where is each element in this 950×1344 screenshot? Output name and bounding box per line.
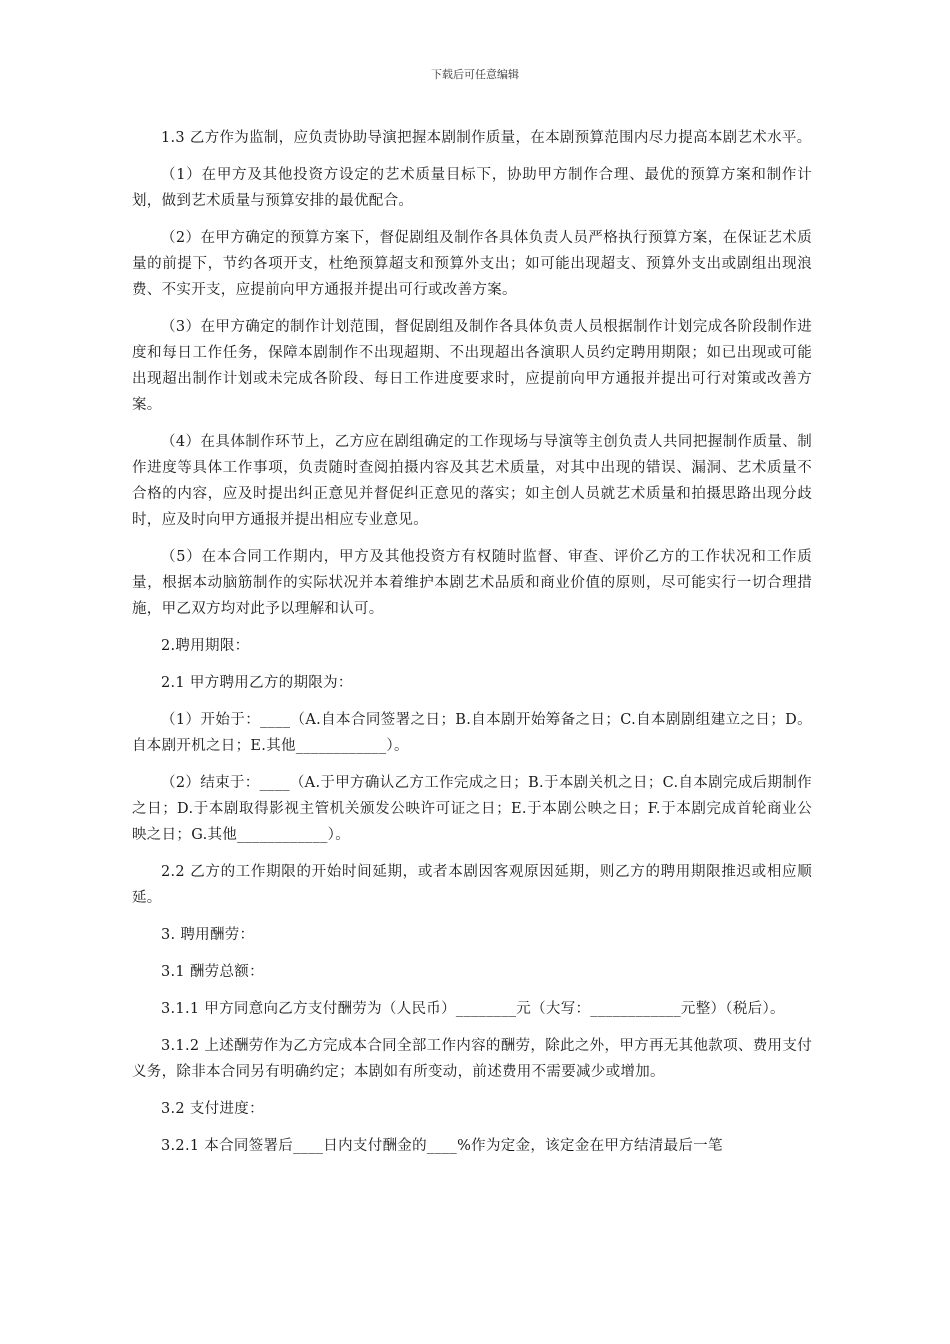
paragraph-2-1-end: （2）结束于：____（A.于甲方确认乙方工作完成之日；B.于本剧关机之日；C.自本剧完成后期制作之日；D.于本剧取得影视主管机关颁发公映许可证之日；E.于本剧公映之日；F.于本剧完成首轮商业公映之日；G.其他____________）。 — [132, 775, 812, 843]
page-header: 下载后可任意编辑 — [431, 68, 519, 81]
paragraph-item-1: （1）在甲方及其他投资方设定的艺术质量目标下，协助甲方制作合理、最优的预算方案和制作计划，做到艺术质量与预算安排的最优配合。 — [132, 167, 812, 209]
paragraph-2-2: 2.2 乙方的工作期限的开始时间延期，或者本剧因客观原因延期，则乙方的聘用期限推迟或相应顺延。 — [132, 864, 812, 906]
section-heading-2: 2.聘用期限： — [161, 638, 250, 654]
paragraph-2-1-start: （1）开始于：____（A.自本合同签署之日；B.自本剧开始筹备之日；C.自本剧剧组建立之日；D。自本剧开机之日；E.其他____________）。 — [132, 712, 812, 754]
paragraph-3-1-1: 3.1.1 甲方同意向乙方支付酬劳为（人民币）________元（大写：____________元整）（税后）。 — [161, 1001, 785, 1017]
paragraph-item-5: （5）在本合同工作期内，甲方及其他投资方有权随时监督、审查、评价乙方的工作状况和工作质量，根据本动脑筋制作的实际状况并本着维护本剧艺术品质和商业价值的原则，尽可能实行一切合理措施，甲乙双方均对此予以理解和认可。 — [132, 549, 812, 617]
paragraph-3-1: 3.1 酬劳总额： — [161, 964, 264, 980]
section-heading-3: 3. 聘用酬劳： — [161, 927, 255, 943]
document-body — [132, 125, 812, 1170]
paragraph-2-1: 2.1 甲方聘用乙方的期限为： — [161, 675, 353, 691]
paragraph-item-3: （3）在甲方确定的制作计划范围，督促剧组及制作各具体负责人员根据制作计划完成各阶段制作进度和每日工作任务，保障本剧制作不出现超期、不出现超出各演职人员约定聘用期限；如已出现或可能出现超出制作计划或未完成各阶段、每日工作进度要求时，应提前向甲方通报并提出可行对策或改善方案。 — [132, 319, 812, 413]
paragraph-3-2: 3.2 支付进度： — [161, 1101, 264, 1117]
paragraph-item-2: （2）在甲方确定的预算方案下，督促剧组及制作各具体负责人员严格执行预算方案，在保证艺术质量的前提下，节约各项开支，杜绝预算超支和预算外支出；如可能出现超支、预算外支出或剧组出现浪费、不实开支，应提前向甲方通报并提出可行或改善方案。 — [132, 230, 812, 298]
paragraph-3-2-1: 3.2.1 本合同签署后____日内支付酬金的____%作为定金，该定金在甲方结清最后一笔 — [161, 1138, 723, 1154]
paragraph-item-4: （4）在具体制作环节上，乙方应在剧组确定的工作现场与导演等主创负责人共同把握制作质量、制作进度等具体工作事项，负责随时查阅拍摄内容及其艺术质量，对其中出现的错误、漏洞、艺术质量不合格的内容，应及时提出纠正意见并督促纠正意见的落实；如主创人员就艺术质量和拍摄思路出现分歧时，应及时向甲方通报并提出相应专业意见。 — [132, 434, 812, 528]
paragraph-3-1-2: 3.1.2 上述酬劳作为乙方完成本合同全部工作内容的酬劳，除此之外，甲方再无其他款项、费用支付义务，除非本合同另有明确约定；本剧如有所变动，前述费用不需要减少或增加。 — [132, 1038, 812, 1080]
paragraph-1-3: 1.3 乙方作为监制，应负责协助导演把握本剧制作质量，在本剧预算范围内尽力提高本剧艺术水平。 — [161, 130, 812, 146]
